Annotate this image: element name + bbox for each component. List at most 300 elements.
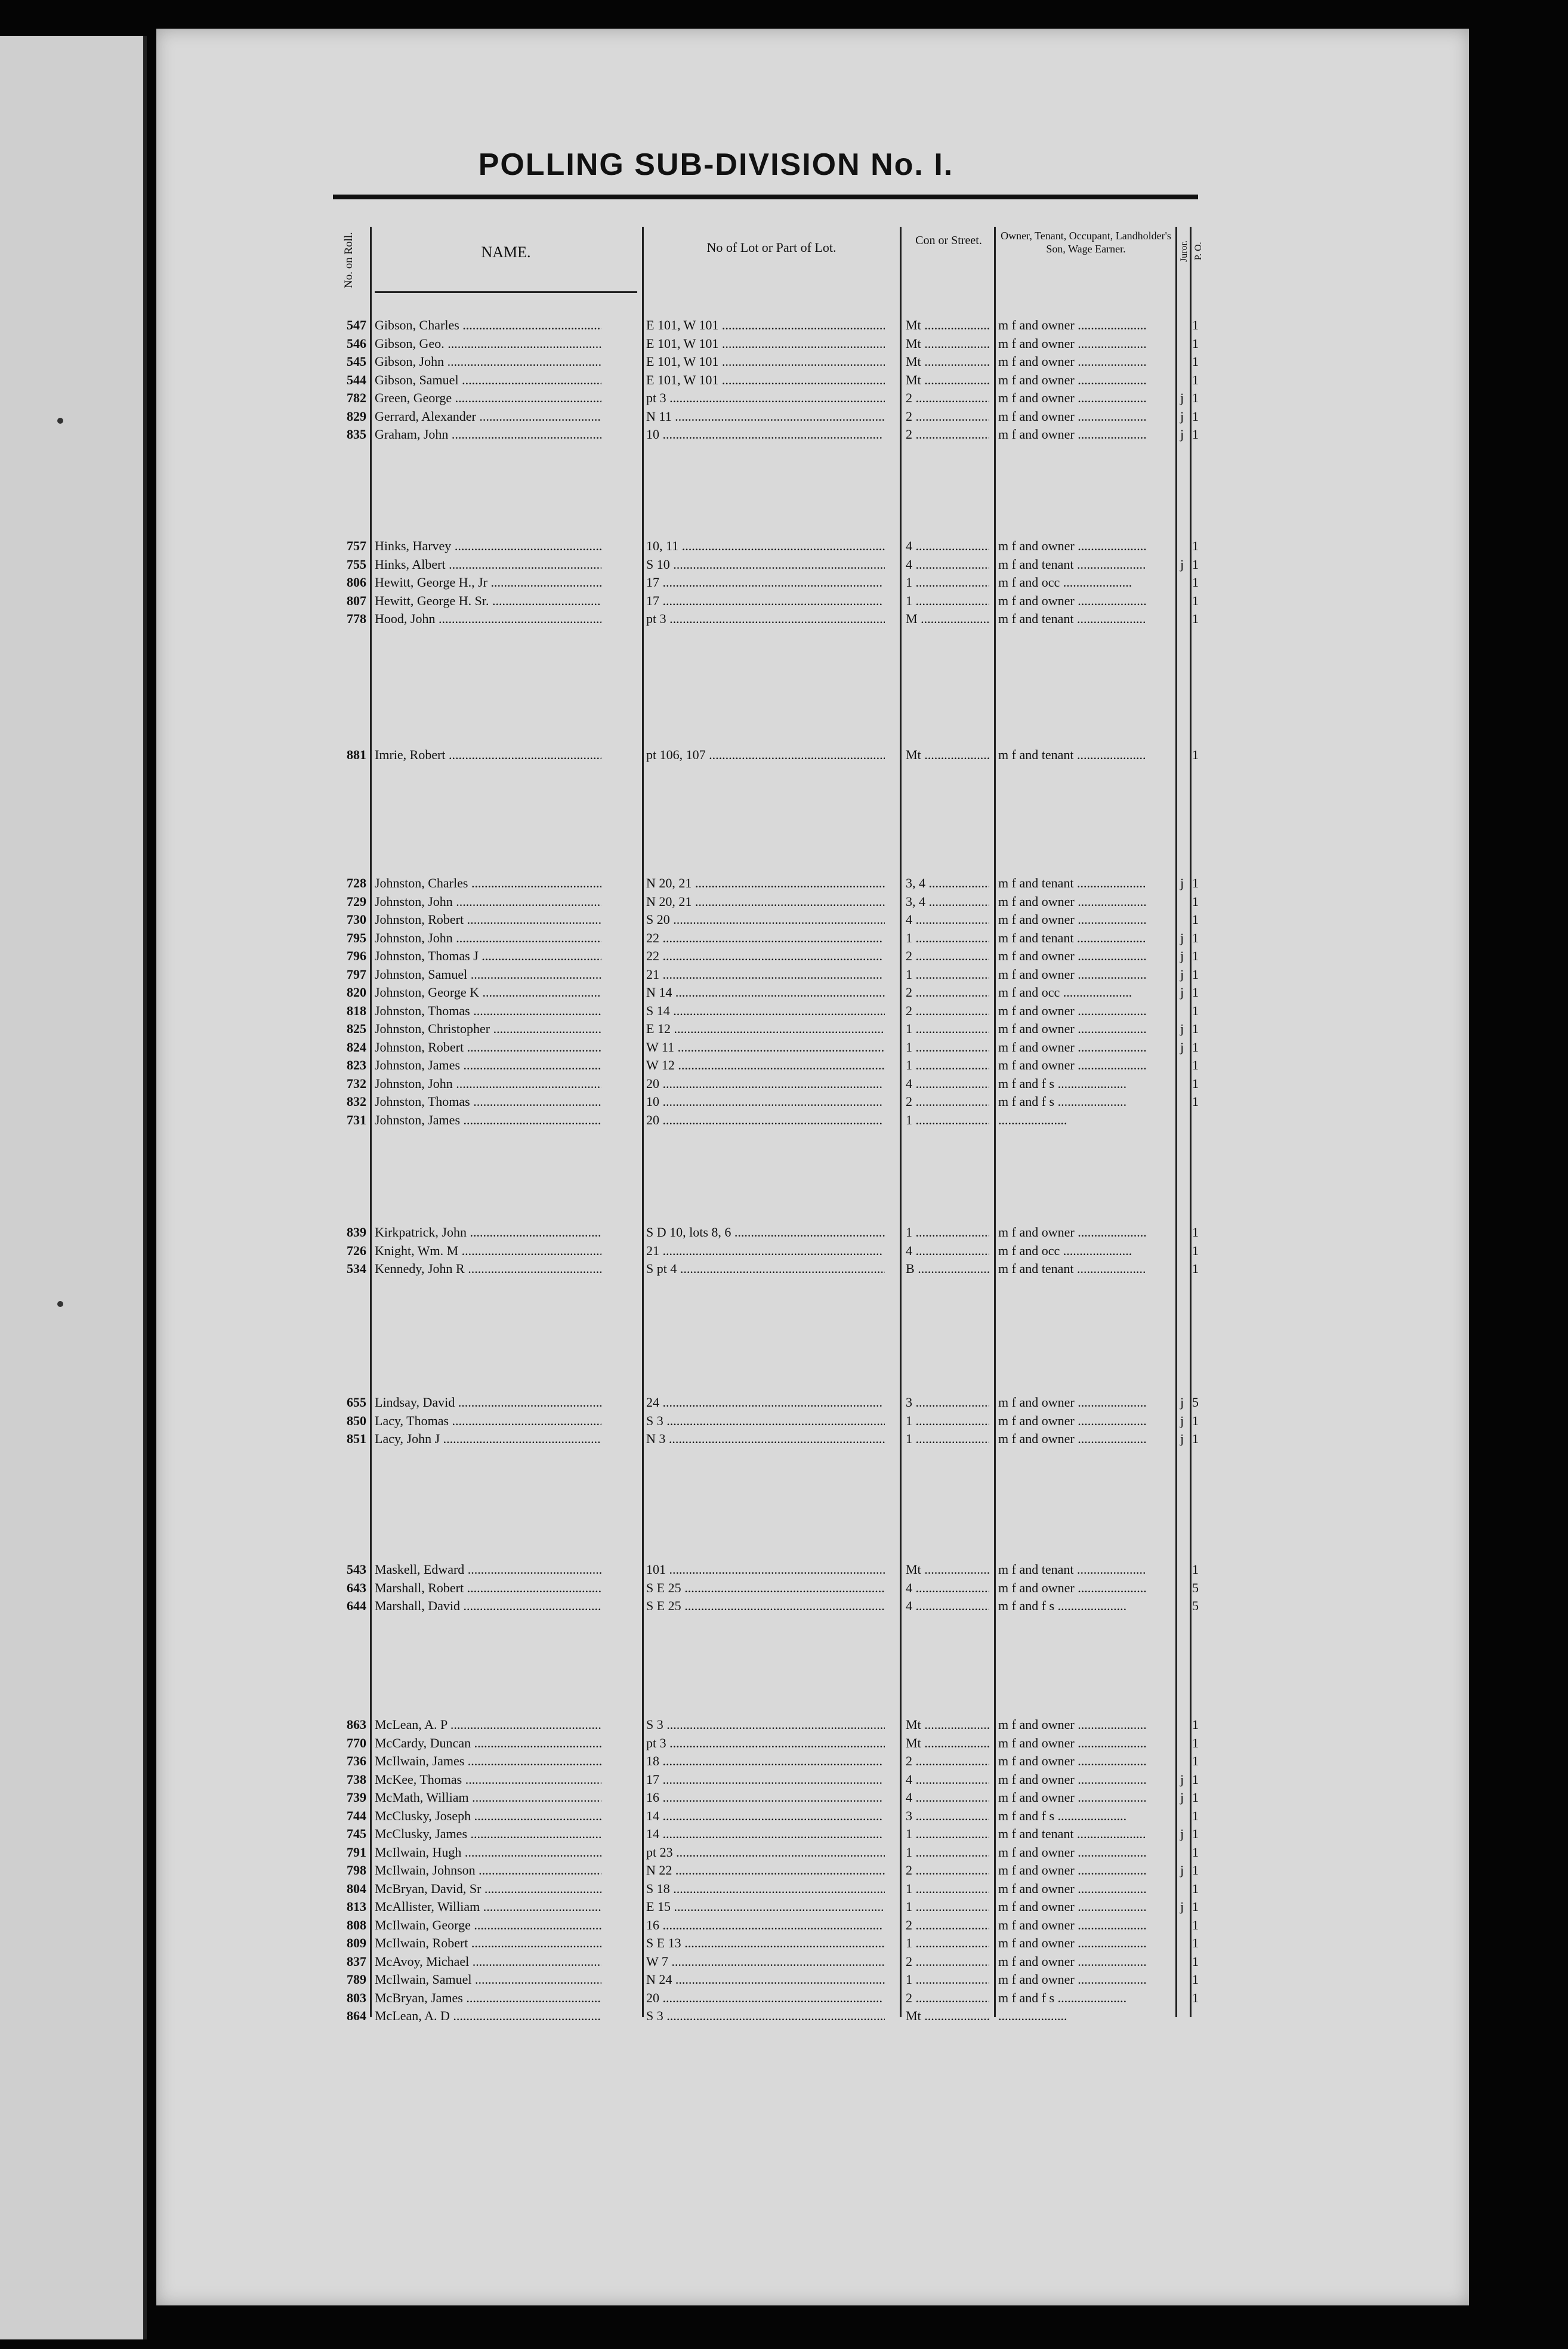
cell-po: 1 [1192,575,1199,590]
cell-owner: m f and occ ..... [998,574,1177,591]
header-name: NAME. [481,243,531,261]
table-row [333,1916,1198,1934]
cell-roll: 732 [347,1075,366,1091]
header-po: P. O. [1193,242,1203,261]
cell-owner: m f and owner ..... [998,1971,1177,1989]
table-row [333,1734,1198,1752]
table-row [333,1597,1198,1615]
cell-po: 1 [1192,556,1199,572]
cell-juror: j [1180,1899,1184,1914]
cell-roll: 757 [347,538,366,553]
cell-roll: 806 [347,575,366,590]
cell-con: Mt ..... [906,335,989,353]
cell-owner: m f and tenant ..... [998,746,1177,764]
table-row [333,911,1198,929]
cell-roll: 829 [347,408,366,424]
cell-po: 1 [1192,1953,1199,1969]
cell-owner: m f and owner ..... [998,893,1177,911]
cell-con: 4 ..... [906,537,989,555]
cell-lot: W 7 ..... [646,1953,885,1971]
cell-lot: N 22 ..... [646,1861,885,1879]
cell-lot: E 101, W 101 ..... [646,353,885,371]
cell-name: Hewitt, George H. Sr. ..... [375,592,601,610]
cell-con: 1 ..... [906,929,989,947]
cell-roll: 791 [347,1844,366,1860]
cell-con: 3 ..... [906,1807,989,1825]
cell-lot: 21 ..... [646,966,885,984]
cell-roll: 807 [347,593,366,608]
cell-con: 2 ..... [906,1752,989,1770]
cell-con: 2 ..... [906,1002,989,1020]
cell-lot: N 14 ..... [646,984,885,1001]
cell-owner: m f and owner ..... [998,966,1177,984]
table-row [333,335,1198,353]
cell-roll: 824 [347,1039,366,1055]
cell-juror: j [1180,1826,1184,1841]
cell-po: 1 [1192,1075,1199,1091]
cell-con: 4 ..... [906,911,989,929]
cell-po: 1 [1192,1225,1199,1240]
cell-name: Lacy, John J ..... [375,1430,601,1448]
cell-con: 1 ..... [906,1223,989,1241]
cell-roll: 534 [347,1261,366,1276]
header-juror: Juror. [1179,241,1189,262]
cell-name: Hood, John ..... [375,610,601,628]
cell-name: McBryan, James ..... [375,1989,601,2007]
cell-lot: 16 ..... [646,1916,885,1934]
table-row [333,537,1198,555]
cell-owner: m f and owner ..... [998,1752,1177,1770]
cell-po: 1 [1192,930,1199,945]
cell-roll: 770 [347,1735,366,1750]
cell-owner: m f and owner ..... [998,1861,1177,1879]
cell-juror: j [1180,1863,1184,1878]
cell-lot: N 3 ..... [646,1430,885,1448]
table-row [333,966,1198,984]
cell-po: 1 [1192,1058,1199,1072]
cell-roll: 795 [347,930,366,945]
cell-lot: 10, 11 ..... [646,537,885,555]
cell-po: 1 [1192,1826,1199,1841]
cell-owner: m f and owner ..... [998,947,1177,965]
cell-roll: 789 [347,1972,366,1987]
cell-owner: m f and owner ..... [998,1771,1177,1789]
table-row [333,1898,1198,1916]
cell-con: 1 ..... [906,1020,989,1038]
cell-name: Johnston, George K ..... [375,984,601,1001]
cell-roll: 820 [347,985,366,1000]
cell-juror: j [1180,1039,1184,1055]
table-row [333,371,1198,389]
cell-lot: pt 106, 107 ..... [646,746,885,764]
table-row [333,929,1198,947]
cell-po: 1 [1192,1990,1199,2005]
table-row [333,556,1198,574]
cell-lot: S E 25 ..... [646,1597,885,1615]
cell-con: Mt ..... [906,2007,989,2025]
cell-name: Johnston, Thomas J ..... [375,947,601,965]
cell-owner: m f and tenant ..... [998,1260,1177,1278]
cell-juror: j [1180,948,1184,963]
cell-po: 1 [1192,408,1199,424]
cell-name: McIlwain, Johnson ..... [375,1861,601,1879]
cell-roll: 839 [347,1225,366,1240]
cell-po: 1 [1192,1413,1199,1428]
cell-name: Graham, John ..... [375,426,601,443]
cell-name: Johnston, Charles ..... [375,874,601,892]
cell-name: McMath, William ..... [375,1789,601,1807]
table-row [333,1934,1198,1952]
cell-juror: j [1180,556,1184,572]
cell-con: 2 ..... [906,426,989,443]
table-row [333,984,1198,1001]
cell-con: 4 ..... [906,1771,989,1789]
table-row [333,1579,1198,1597]
cell-owner: m f and owner ..... [998,1844,1177,1861]
cell-lot: pt 3 ..... [646,610,885,628]
cell-con: 1 ..... [906,1898,989,1916]
cell-owner: m f and owner ..... [998,408,1177,426]
cell-name: McIlwain, Robert ..... [375,1934,601,1952]
cell-con: 1 ..... [906,1111,989,1129]
cell-con: 3, 4 ..... [906,874,989,892]
cell-lot: 20 ..... [646,1989,885,2007]
cell-owner: m f and tenant ..... [998,874,1177,892]
cell-lot: S 20 ..... [646,911,885,929]
cell-juror: j [1180,985,1184,1000]
cell-lot: S D 10, lots 8, 6 ..... [646,1223,885,1241]
cell-name: McIlwain, Hugh ..... [375,1844,601,1861]
cell-name: Gibson, Samuel ..... [375,371,601,389]
cell-juror: j [1180,966,1184,982]
cell-name: Johnston, James ..... [375,1056,601,1074]
cell-po: 5 [1192,1580,1199,1595]
cell-lot: S pt 4 ..... [646,1260,885,1278]
cell-lot: E 101, W 101 ..... [646,371,885,389]
cell-po: 1 [1192,372,1199,387]
cell-po: 1 [1192,1790,1199,1805]
cell-roll: 738 [347,1771,366,1787]
cell-name: McIlwain, James ..... [375,1752,601,1770]
cell-roll: 837 [347,1953,366,1969]
cell-owner: m f and owner ..... [998,371,1177,389]
cell-po: 1 [1192,335,1199,351]
cell-lot: N 20, 21 ..... [646,893,885,911]
cell-owner: m f and tenant ..... [998,556,1177,574]
cell-roll: 731 [347,1112,366,1127]
cell-po: 1 [1192,948,1199,963]
cell-roll: 655 [347,1395,366,1410]
table-row [333,1242,1198,1260]
cell-po: 1 [1192,317,1199,332]
cell-name: McIlwain, George ..... [375,1916,601,1934]
cell-name: Marshall, Robert ..... [375,1579,601,1597]
page-title: POLLING SUB-DIVISION No. I. [478,147,954,182]
cell-owner: m f and f s ..... [998,1093,1177,1111]
cell-lot: 10 ..... [646,426,885,443]
cell-owner: m f and occ ..... [998,984,1177,1001]
cell-con: Mt ..... [906,371,989,389]
cell-owner: m f and owner ..... [998,1579,1177,1597]
cell-lot: 24 ..... [646,1394,885,1411]
cell-name: Hewitt, George H., Jr ..... [375,574,601,591]
cell-lot: S 18 ..... [646,1880,885,1898]
table-row [333,1752,1198,1770]
cell-con: 1 ..... [906,1038,989,1056]
cell-owner: m f and tenant ..... [998,1561,1177,1579]
cell-owner: m f and owner ..... [998,1789,1177,1807]
cell-lot: N 24 ..... [646,1971,885,1989]
cell-name: Lacy, Thomas ..... [375,1412,601,1430]
cell-name: Kirkpatrick, John ..... [375,1223,601,1241]
cell-roll: 544 [347,372,366,387]
table-row [333,1056,1198,1074]
cell-name: Hinks, Harvey ..... [375,537,601,555]
cell-po: 1 [1192,1844,1199,1860]
cell-roll: 864 [347,2008,366,2023]
cell-roll: 825 [347,1021,366,1036]
cell-owner: m f and owner ..... [998,1934,1177,1952]
cell-lot: W 12 ..... [646,1056,885,1074]
cell-lot: pt 3 ..... [646,389,885,407]
cell-name: Lindsay, David ..... [375,1394,601,1411]
cell-roll: 832 [347,1094,366,1109]
cell-lot: S 3 ..... [646,2007,885,2025]
cell-roll: 823 [347,1058,366,1072]
cell-po: 1 [1192,1562,1199,1577]
cell-owner [998,1111,1177,1129]
table-row [333,1260,1198,1278]
table-row [333,408,1198,426]
cell-owner: m f and owner ..... [998,1223,1177,1241]
cell-roll: 726 [347,1243,366,1258]
cell-con: 2 ..... [906,1916,989,1934]
cell-owner: m f and owner ..... [998,1394,1177,1411]
cell-juror: j [1180,1771,1184,1787]
table-row [333,947,1198,965]
cell-po: 1 [1192,354,1199,369]
cell-name: Marshall, David ..... [375,1597,601,1615]
cell-name: McClusky, Joseph ..... [375,1807,601,1825]
cell-owner: m f and owner ..... [998,1002,1177,1020]
table-row [333,1020,1198,1038]
cell-con: 4 ..... [906,1075,989,1093]
cell-con: 4 ..... [906,1789,989,1807]
cell-roll: 543 [347,1562,366,1577]
cell-name: Johnston, Thomas ..... [375,1093,601,1111]
cell-roll: 745 [347,1826,366,1841]
cell-owner: m f and occ ..... [998,1242,1177,1260]
cell-lot: 101 ..... [646,1561,885,1579]
cell-roll: 804 [347,1881,366,1896]
cell-lot: 14 ..... [646,1807,885,1825]
cell-name: Knight, Wm. M ..... [375,1242,601,1260]
cell-name: McLean, A. D ..... [375,2007,601,2025]
cell-con: 1 ..... [906,1412,989,1430]
cell-name: Johnston, John ..... [375,893,601,911]
cell-lot: E 101, W 101 ..... [646,335,885,353]
table-row [333,1002,1198,1020]
table-row [333,1038,1198,1056]
cell-name: Johnston, John ..... [375,1075,601,1093]
cell-roll: 796 [347,948,366,963]
cell-lot: E 12 ..... [646,1020,885,1038]
cell-lot: W 11 ..... [646,1038,885,1056]
table-row [333,316,1198,334]
cell-owner: m f and owner ..... [998,1953,1177,1971]
cell-owner: m f and tenant ..... [998,929,1177,947]
table-row [333,2007,1198,2025]
cell-name: McBryan, David, Sr ..... [375,1880,601,1898]
cell-con: 2 ..... [906,389,989,407]
table-row [333,1430,1198,1448]
cell-juror: j [1180,1431,1184,1446]
table-row [333,1953,1198,1971]
cell-owner [998,2007,1177,2025]
cell-po: 1 [1192,1735,1199,1750]
cell-name: Johnston, Robert ..... [375,911,601,929]
cell-po: 1 [1192,1243,1199,1258]
cell-lot: 18 ..... [646,1752,885,1770]
cell-con: 2 ..... [906,1093,989,1111]
cell-po: 1 [1192,1972,1199,1987]
header-lot: No of Lot or Part of Lot. [706,240,837,255]
cell-owner: m f and owner ..... [998,1430,1177,1448]
table-row [333,1789,1198,1807]
table-row [333,426,1198,443]
cell-con: 1 ..... [906,1825,989,1843]
cell-juror: j [1180,1413,1184,1428]
cell-roll: 729 [347,893,366,909]
cell-lot: 22 ..... [646,947,885,965]
speck-mark [57,1301,63,1307]
cell-roll: 809 [347,1935,366,1950]
cell-po: 5 [1192,1598,1199,1613]
left-page-edge [0,36,147,2339]
cell-owner: m f and owner ..... [998,316,1177,334]
cell-lot: 20 ..... [646,1075,885,1093]
cell-owner: m f and owner ..... [998,537,1177,555]
cell-po: 1 [1192,1021,1199,1036]
cell-po: 1 [1192,1039,1199,1055]
cell-lot: S 14 ..... [646,1002,885,1020]
cell-lot: pt 3 ..... [646,1734,885,1752]
cell-roll: 744 [347,1808,366,1823]
cell-con: 1 ..... [906,966,989,984]
cell-po: 1 [1192,1094,1199,1109]
cell-roll: 850 [347,1413,366,1428]
cell-lot: N 11 ..... [646,408,885,426]
cell-po: 1 [1192,1753,1199,1768]
cell-con: Mt ..... [906,1561,989,1579]
cell-con: 4 ..... [906,556,989,574]
cell-con: 1 ..... [906,1880,989,1898]
voters-list-table [333,203,1203,2023]
table-row [333,1075,1198,1093]
cell-lot: E 101, W 101 ..... [646,316,885,334]
cell-lot: S E 13 ..... [646,1934,885,1952]
table-row [333,1412,1198,1430]
cell-owner: m f and owner ..... [998,389,1177,407]
table-row [333,574,1198,591]
cell-owner: m f and owner ..... [998,1020,1177,1038]
cell-con: 1 ..... [906,574,989,591]
cell-con: 3, 4 ..... [906,893,989,911]
cell-po: 1 [1192,1863,1199,1878]
cell-name: Imrie, Robert ..... [375,746,601,764]
cell-con: Mt ..... [906,746,989,764]
cell-owner: m f and f s ..... [998,1597,1177,1615]
cell-con: Mt ..... [906,316,989,334]
cell-owner: m f and owner ..... [998,426,1177,443]
cell-name: Johnston, Thomas ..... [375,1002,601,1020]
cell-lot: 21 ..... [646,1242,885,1260]
cell-name: Johnston, Samuel ..... [375,966,601,984]
cell-con: 1 ..... [906,1056,989,1074]
cell-po: 1 [1192,966,1199,982]
cell-name: Kennedy, John R ..... [375,1260,601,1278]
cell-roll: 739 [347,1790,366,1805]
cell-roll: 851 [347,1431,366,1446]
cell-lot: 16 ..... [646,1789,885,1807]
table-row [333,1093,1198,1111]
table-row [333,746,1198,764]
table-row [333,1394,1198,1411]
cell-name: McClusky, James ..... [375,1825,601,1843]
cell-po: 1 [1192,876,1199,890]
cell-con: 4 ..... [906,1242,989,1260]
cell-po: 1 [1192,1771,1199,1787]
cell-po: 1 [1192,1808,1199,1823]
cell-po: 1 [1192,390,1199,405]
table-row [333,1844,1198,1861]
cell-po: 1 [1192,1431,1199,1446]
cell-name: McIlwain, Samuel ..... [375,1971,601,1989]
cell-con: 2 ..... [906,1953,989,1971]
table-row [333,1111,1198,1129]
cell-owner: m f and f s ..... [998,1989,1177,2007]
table-row [333,1223,1198,1241]
cell-roll: 863 [347,1717,366,1732]
cell-po: 1 [1192,1261,1199,1276]
cell-con: 2 ..... [906,408,989,426]
speck-mark [57,418,63,424]
table-row [333,592,1198,610]
cell-po: 1 [1192,1881,1199,1896]
header-roll: No. on Roll. [342,232,355,288]
cell-owner: m f and owner ..... [998,1916,1177,1934]
cell-roll: 546 [347,335,366,351]
cell-lot: 20 ..... [646,1111,885,1129]
cell-lot: N 20, 21 ..... [646,874,885,892]
table-row [333,893,1198,911]
cell-owner: m f and owner ..... [998,592,1177,610]
cell-owner: m f and owner ..... [998,1412,1177,1430]
table-row [333,610,1198,628]
cell-lot: 17 ..... [646,1771,885,1789]
cell-po: 1 [1192,912,1199,927]
cell-name: McCardy, Duncan ..... [375,1734,601,1752]
table-row [333,1825,1198,1843]
cell-con: 2 ..... [906,947,989,965]
cell-lot: 17 ..... [646,574,885,591]
cell-po: 1 [1192,747,1199,762]
table-row [333,1861,1198,1879]
cell-lot: S 10 ..... [646,556,885,574]
cell-roll: 730 [347,912,366,927]
cell-po: 1 [1192,1899,1199,1914]
cell-name: Johnston, Robert ..... [375,1038,601,1056]
